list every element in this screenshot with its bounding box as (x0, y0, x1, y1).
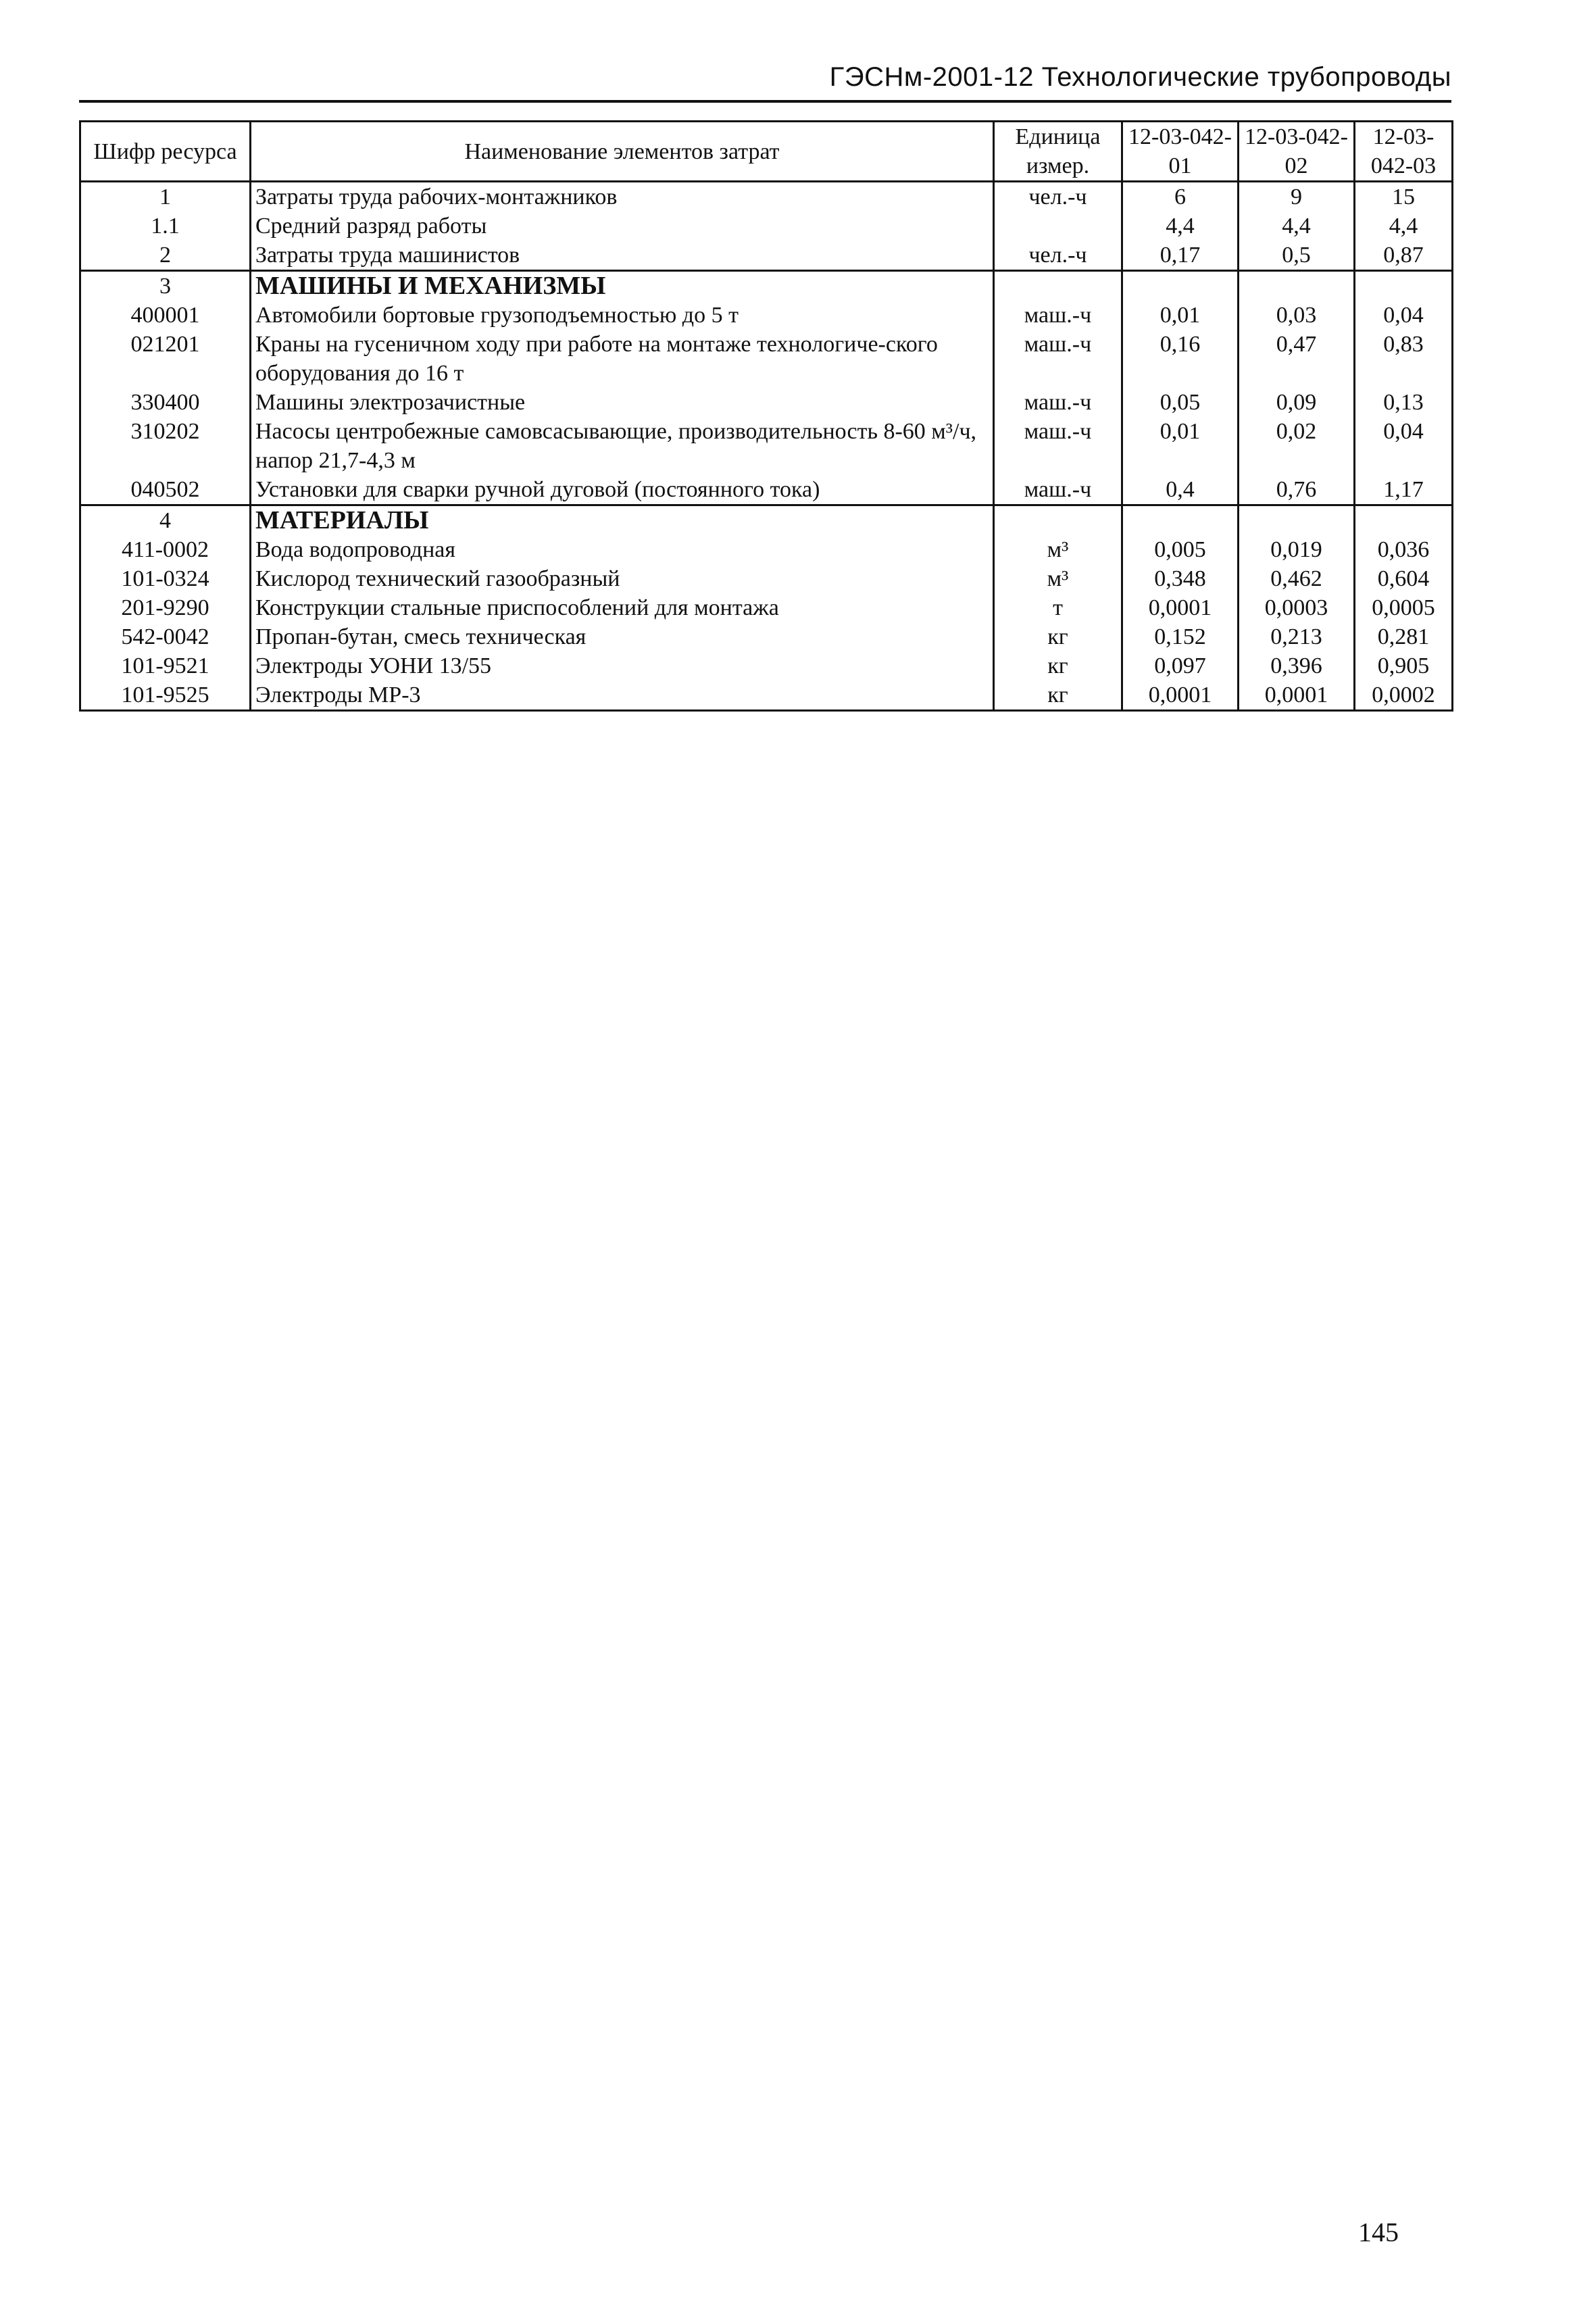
row-value-3: 0,04 (1355, 301, 1453, 330)
row-value-1: 6 (1122, 182, 1239, 212)
row-value-1: 0,01 (1122, 417, 1239, 475)
row-value-2: 0,0001 (1239, 680, 1355, 711)
row-value-1: 0,05 (1122, 388, 1239, 417)
row-value-1: 0,01 (1122, 301, 1239, 330)
row-value-1: 0,0001 (1122, 680, 1239, 711)
section-row-machines (80, 271, 1453, 301)
row-value-2: 0,5 (1239, 241, 1355, 271)
row-unit: т (994, 593, 1122, 622)
row-name: Машины электрозачистные (251, 388, 994, 417)
row-name: Установки для сварки ручной дуговой (постоянного тока) (251, 475, 994, 505)
row-name: Электроды МР-3 (251, 680, 994, 711)
row-unit (994, 271, 1122, 301)
row-value-1 (1122, 505, 1239, 536)
row-value-1: 0,0001 (1122, 593, 1239, 622)
table-row (80, 241, 1453, 271)
row-value-2: 0,019 (1239, 535, 1355, 564)
row-code: 3 (80, 271, 251, 301)
row-code: 1 (80, 182, 251, 212)
table-row (80, 622, 1453, 651)
row-value-3 (1355, 271, 1453, 301)
resource-table (79, 120, 1453, 712)
table-row (80, 593, 1453, 622)
row-value-2 (1239, 505, 1355, 536)
row-code: 310202 (80, 417, 251, 475)
table-header-row (80, 122, 1453, 182)
row-code: 101-9525 (80, 680, 251, 711)
col-header-c1: 12-03-042-01 (1122, 122, 1239, 182)
row-unit: маш.-ч (994, 475, 1122, 505)
row-code: 411-0002 (80, 535, 251, 564)
row-unit: м³ (994, 564, 1122, 593)
row-value-3: 15 (1355, 182, 1453, 212)
row-value-1: 0,16 (1122, 330, 1239, 388)
table-row (80, 535, 1453, 564)
row-value-3 (1355, 505, 1453, 536)
row-name: Затраты труда машинистов (251, 241, 994, 271)
row-code: 040502 (80, 475, 251, 505)
row-value-1: 0,17 (1122, 241, 1239, 271)
row-value-2: 0,396 (1239, 651, 1355, 680)
row-value-1 (1122, 271, 1239, 301)
row-value-3: 0,13 (1355, 388, 1453, 417)
row-name: Затраты труда рабочих-монтажников (251, 182, 994, 212)
row-code: 101-0324 (80, 564, 251, 593)
row-value-3: 0,281 (1355, 622, 1453, 651)
row-value-2: 9 (1239, 182, 1355, 212)
row-value-1: 0,4 (1122, 475, 1239, 505)
row-code: 542-0042 (80, 622, 251, 651)
row-unit: маш.-ч (994, 330, 1122, 388)
row-value-2: 0,0003 (1239, 593, 1355, 622)
row-code: 330400 (80, 388, 251, 417)
table-row (80, 651, 1453, 680)
row-value-3: 4,4 (1355, 211, 1453, 241)
row-name: Электроды УОНИ 13/55 (251, 651, 994, 680)
row-name: Кислород технический газообразный (251, 564, 994, 593)
row-value-2: 4,4 (1239, 211, 1355, 241)
row-value-1: 4,4 (1122, 211, 1239, 241)
table-row (80, 388, 1453, 417)
table-row (80, 330, 1453, 388)
table-row (80, 475, 1453, 505)
table-row (80, 680, 1453, 711)
col-header-unit: Единица измер. (994, 122, 1122, 182)
row-name: Пропан-бутан, смесь техническая (251, 622, 994, 651)
row-unit (994, 505, 1122, 536)
row-value-2: 0,462 (1239, 564, 1355, 593)
row-unit: кг (994, 651, 1122, 680)
table-row (80, 182, 1453, 212)
table-row (80, 417, 1453, 475)
row-value-2: 0,09 (1239, 388, 1355, 417)
row-unit: кг (994, 622, 1122, 651)
row-value-1: 0,097 (1122, 651, 1239, 680)
col-header-c2: 12-03-042-02 (1239, 122, 1355, 182)
row-value-2: 0,02 (1239, 417, 1355, 475)
row-value-2: 0,47 (1239, 330, 1355, 388)
row-value-1: 0,152 (1122, 622, 1239, 651)
row-code: 1.1 (80, 211, 251, 241)
table-row (80, 211, 1453, 241)
row-name: Средний разряд работы (251, 211, 994, 241)
row-value-3: 0,0005 (1355, 593, 1453, 622)
row-value-1: 0,348 (1122, 564, 1239, 593)
row-unit: маш.-ч (994, 388, 1122, 417)
row-value-3: 0,036 (1355, 535, 1453, 564)
row-value-3: 1,17 (1355, 475, 1453, 505)
row-unit: маш.-ч (994, 417, 1122, 475)
row-value-2: 0,213 (1239, 622, 1355, 651)
row-name: Вода водопроводная (251, 535, 994, 564)
header-rule (79, 100, 1451, 103)
row-value-3: 0,87 (1355, 241, 1453, 271)
running-header: ГЭСНм-2001-12 Технологические трубопроводы (829, 62, 1451, 92)
row-code: 400001 (80, 301, 251, 330)
row-code: 201-9290 (80, 593, 251, 622)
section-title: МАТЕРИАЛЫ (251, 505, 994, 536)
row-value-2: 0,03 (1239, 301, 1355, 330)
row-value-3: 0,905 (1355, 651, 1453, 680)
row-unit: чел.-ч (994, 182, 1122, 212)
row-name: Автомобили бортовые грузоподъемностью до 5 т (251, 301, 994, 330)
row-unit: м³ (994, 535, 1122, 564)
col-header-code: Шифр ресурса (80, 122, 251, 182)
section-row-materials (80, 505, 1453, 536)
row-name: Краны на гусеничном ходу при работе на монтаже технологиче-ского оборудования до 16 т (251, 330, 994, 388)
row-value-3: 0,604 (1355, 564, 1453, 593)
row-name: Насосы центробежные самовсасывающие, производительность 8-60 м³/ч, напор 21,7-4,3 м (251, 417, 994, 475)
row-value-2: 0,76 (1239, 475, 1355, 505)
section-title: МАШИНЫ И МЕХАНИЗМЫ (251, 271, 994, 301)
row-value-1: 0,005 (1122, 535, 1239, 564)
row-value-3: 0,83 (1355, 330, 1453, 388)
row-unit (994, 211, 1122, 241)
row-code: 4 (80, 505, 251, 536)
row-value-2 (1239, 271, 1355, 301)
row-code: 021201 (80, 330, 251, 388)
page-number: 145 (1358, 2217, 1399, 2247)
row-value-3: 0,0002 (1355, 680, 1453, 711)
row-unit: чел.-ч (994, 241, 1122, 271)
col-header-c3: 12-03-042-03 (1355, 122, 1453, 182)
row-value-3: 0,04 (1355, 417, 1453, 475)
row-unit: кг (994, 680, 1122, 711)
row-code: 2 (80, 241, 251, 271)
row-code: 101-9521 (80, 651, 251, 680)
table-row (80, 301, 1453, 330)
col-header-name: Наименование элементов затрат (251, 122, 994, 182)
row-unit: маш.-ч (994, 301, 1122, 330)
row-name: Конструкции стальные приспособлений для монтажа (251, 593, 994, 622)
table-row (80, 564, 1453, 593)
